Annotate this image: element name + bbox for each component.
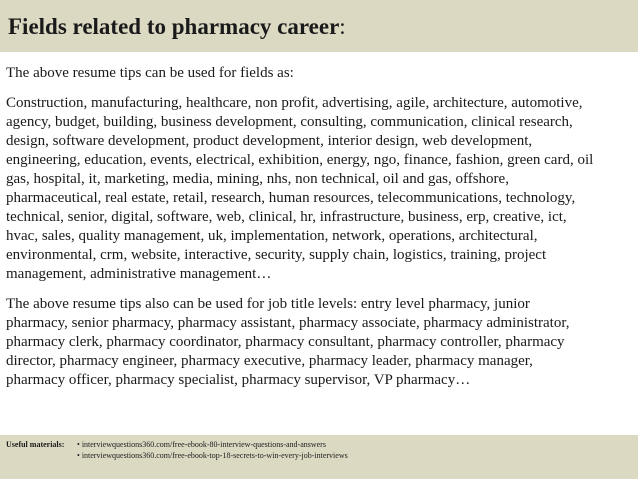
footer-link[interactable]: interviewquestions360.com/free-ebook-top-18-secrets-to-win-every-job-interviews [81, 451, 348, 460]
bullet-icon: • [77, 451, 80, 460]
footer-link[interactable]: interviewquestions360.com/free-ebook-80-interview-questions-and-answers [81, 440, 326, 449]
intro-text: The above resume tips can be used for fields as: [6, 65, 294, 81]
fields-line: agency, budget, building, business development, consulting, communication, clinical research, [6, 114, 573, 130]
paragraph-gap [6, 284, 634, 295]
bullet-icon: • [77, 440, 80, 449]
job-titles-line: pharmacy clerk, pharmacy coordinator, pharmacy consultant, pharmacy controller, pharmacy [6, 334, 565, 350]
page-title [8, 14, 638, 40]
useful-materials-label: Useful materials: [6, 440, 65, 449]
fields-line: Construction, manufacturing, healthcare, non profit, advertising, agile, architecture, automotive, [6, 95, 583, 111]
main-content [6, 64, 634, 390]
fields-line: technical, senior, digital, software, web, clinical, hr, infrastructure, business, erp, creative, ict, [6, 209, 567, 225]
job-titles-line: The above resume tips also can be used for job title levels: entry level pharmacy, junior [6, 296, 530, 312]
header-bar [0, 0, 638, 52]
fields-line: gas, hospital, it, marketing, media, mining, nhs, non technical, oil and gas, offshore, [6, 171, 509, 187]
page-title-colon: : [339, 14, 346, 39]
job-titles-paragraph [6, 295, 634, 390]
job-titles-line: pharmacy, senior pharmacy, pharmacy assistant, pharmacy associate, pharmacy administrator, [6, 315, 570, 331]
fields-line: hvac, sales, quality management, uk, implementation, network, operations, architectural, [6, 228, 538, 244]
fields-line: management, administrative management… [6, 266, 272, 282]
job-titles-line: director, pharmacy engineer, pharmacy executive, pharmacy leader, pharmacy manager, [6, 353, 533, 369]
fields-line: environmental, crm, website, interactive, security, supply chain, logistics, training, project [6, 247, 547, 263]
footer-bar [0, 435, 638, 479]
footer-row [6, 439, 638, 450]
fields-line: pharmaceutical, real estate, retail, research, human resources, telecommunications, technology, [6, 190, 576, 206]
page-title-text: Fields related to pharmacy career [8, 14, 340, 39]
job-titles-line: pharmacy officer, pharmacy specialist, pharmacy supervisor, VP pharmacy… [6, 372, 471, 388]
fields-line: design, software development, product development, interior design, web development, [6, 133, 533, 149]
fields-paragraph [6, 94, 634, 284]
fields-line: engineering, education, events, electrical, exhibition, energy, ngo, finance, fashion, green card, oil [6, 152, 594, 168]
footer-row [6, 450, 638, 461]
